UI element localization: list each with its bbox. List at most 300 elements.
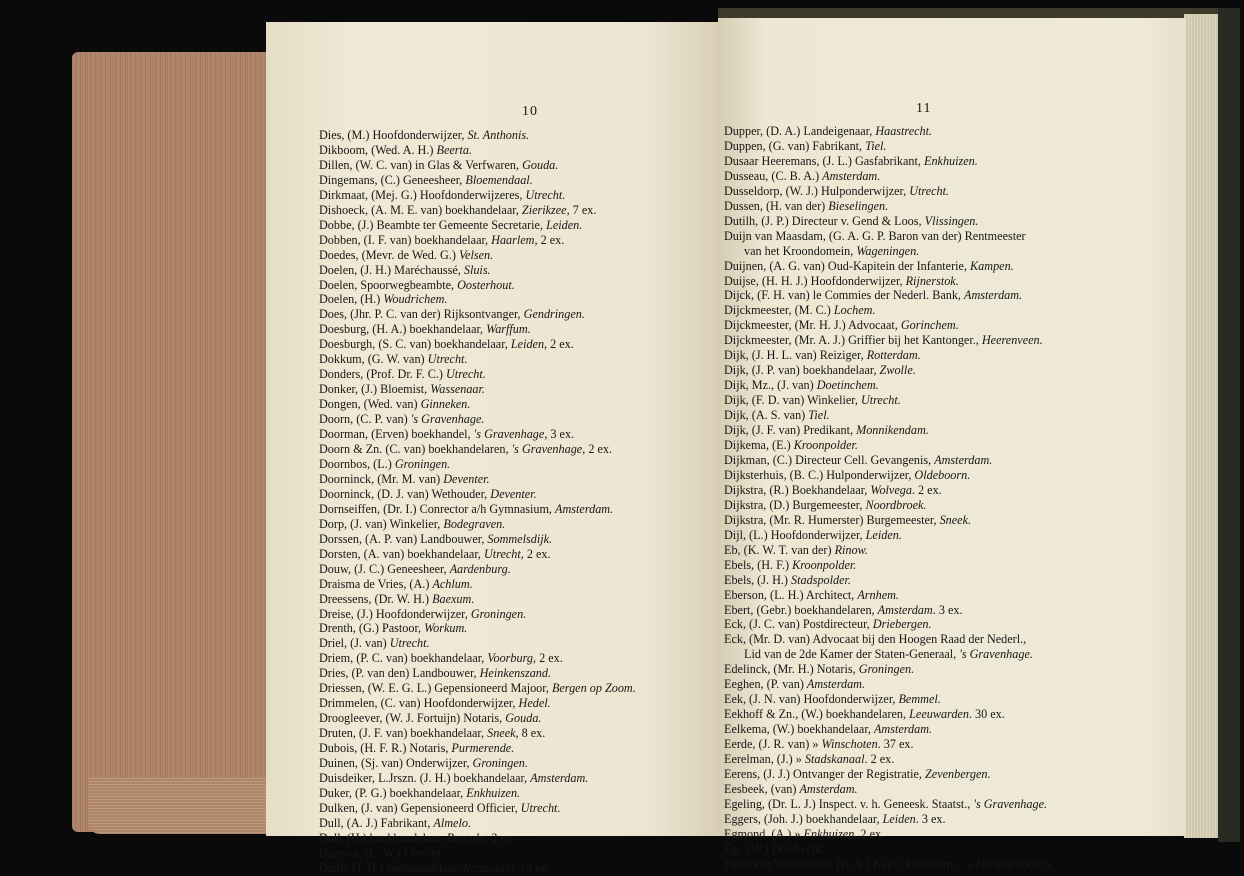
- entry-place: Wassenaar.: [430, 382, 485, 397]
- directory-entry: [319, 636, 636, 651]
- entry-place: Oldeboorn.: [914, 467, 971, 482]
- directory-entry: [319, 771, 636, 786]
- entry-name: Dishoeck, (A. M. E. van) boekhandelaar,: [319, 202, 522, 217]
- entry-name: Duker, (P. G.) boekhandelaar,: [319, 785, 467, 800]
- entry-name: Dijk, (J. H. L. van) Reiziger,: [724, 348, 867, 363]
- directory-entry: [724, 528, 1053, 543]
- entry-name: Dijkstra, (D.) Burgemeester,: [724, 497, 866, 512]
- entry-place: Amsterdam.: [873, 722, 933, 737]
- directory-entry: [319, 397, 636, 412]
- entry-place: Haarlem: [491, 232, 535, 247]
- entry-place: Amsterdam.: [934, 452, 993, 467]
- entry-name: Dijck, (F. H. van) le Commies der Nederl. Bank,: [724, 288, 965, 303]
- entry-place: Bemmel.: [898, 692, 941, 707]
- entry-place: Utrecht: [484, 546, 521, 561]
- directory-entry: [319, 696, 636, 711]
- directory-entry: [724, 752, 1053, 767]
- entry-name: Donker, (J.) Bloemist,: [319, 382, 431, 397]
- entry-name: Eelkema, (W.) boekhandelaar,: [724, 722, 874, 737]
- entry-copies: . 15 ex.: [513, 860, 550, 875]
- entry-continuation-text: van het Kroondomein,: [744, 243, 857, 258]
- directory-entry: [319, 517, 636, 532]
- entry-place: Kampen.: [970, 258, 1014, 273]
- entry-place: Utrecht.: [520, 800, 561, 815]
- directory-entry: [724, 169, 1053, 184]
- directory-entry: [724, 513, 1053, 528]
- directory-entry: [724, 573, 1053, 588]
- entry-name: Duijnen, (A. G. van) Oud-Kapitein der Infanterie,: [724, 258, 971, 273]
- directory-entry: [724, 318, 1053, 333]
- entry-name: Doelen, Spoorwegbeambte,: [319, 277, 458, 292]
- directory-entry: [724, 692, 1053, 707]
- entry-name: Dijk, (A. S. van): [724, 408, 809, 423]
- entry-name: Eggers, (Joh. J.) boekhandelaar,: [724, 811, 883, 826]
- entry-name: Eesbeek, (van): [724, 781, 800, 796]
- entry-name: Edelinck, (Mr. H.) Notaris,: [724, 662, 859, 677]
- entry-name: Eb, (K. W. T. van der): [724, 542, 835, 557]
- directory-entry: [319, 128, 636, 143]
- directory-entry: [319, 367, 636, 382]
- entry-name: Dunk, (J. H.) boekhandelaar,: [319, 860, 463, 875]
- right-entry-list: [724, 124, 1053, 872]
- entry-place: Baexum.: [432, 591, 475, 606]
- entry-name: Dijl, (L.) Hoofdonderwijzer,: [724, 527, 866, 542]
- entry-place: Haastrecht.: [875, 124, 933, 138]
- entry-place: Tiel.: [865, 138, 887, 153]
- entry-place: Enkhuizen.: [466, 785, 521, 800]
- entry-name: Dusseldorp, (W. J.) Hulponderwijzer,: [724, 183, 910, 198]
- open-book: [28, 8, 1228, 875]
- directory-entry: [724, 617, 1053, 632]
- directory-entry: [724, 438, 1053, 453]
- entry-name: Driem, (P. C. van) boekhandelaar,: [319, 651, 488, 666]
- entry-name: Doorn & Zn. (C. van) boekhandelaren,: [319, 442, 512, 457]
- entry-name: Dussen, (H. van der): [724, 198, 829, 213]
- entry-name: Douw, (J. C.) Geneesheer,: [319, 561, 450, 576]
- entry-name: Duinen, (Sj. van) Onderwijzer,: [319, 756, 473, 771]
- entry-place: 's Gravenhage: [511, 442, 583, 457]
- directory-entry: [319, 621, 636, 636]
- entry-place: Utrecht.: [403, 845, 444, 860]
- entry-place: Velsen.: [458, 247, 494, 262]
- entry-place: Borculo: [446, 830, 486, 845]
- entry-name: Eeghen, (P. van): [724, 677, 807, 692]
- directory-entry: [724, 378, 1053, 393]
- directory-entry: [724, 677, 1053, 692]
- entry-copies: . 3 ex.: [915, 811, 946, 826]
- entry-place: Deventer.: [443, 471, 490, 486]
- entry-place: Arnhem.: [857, 587, 899, 602]
- entry-copies: . 2 ex.: [911, 482, 942, 497]
- entry-name: Doorninck, (D. J. van) Wethouder,: [319, 486, 491, 501]
- entry-continuation: [724, 244, 1053, 259]
- entry-name: Dirkmaat, (Mej. G.) Hoofdonderwijzeres,: [319, 187, 526, 202]
- entry-name: Dijkstra, (Mr. R. Humerster) Burgemeester,: [724, 512, 940, 527]
- entry-name: Dijk, Mz., (J. van): [724, 378, 817, 393]
- entry-place: Sneek.: [939, 512, 972, 527]
- entry-place: Utrecht.: [389, 636, 430, 651]
- directory-entry: [724, 124, 1053, 139]
- directory-entry: [724, 348, 1053, 363]
- directory-entry: [724, 588, 1053, 603]
- entry-name: Drenth, (G.) Pastoor,: [319, 621, 425, 636]
- entry-name: Eck, (J. C. van) Postdirecteur,: [724, 617, 873, 632]
- entry-name: Duisdeiker, L.Jrszn. (J. H.) boekhandelaar,: [319, 770, 531, 785]
- entry-name: Dubois, (H. F. R.) Notaris,: [319, 741, 452, 756]
- directory-entry: [319, 143, 636, 158]
- entry-place: Rinow.: [834, 542, 868, 557]
- directory-entry: [724, 662, 1053, 677]
- directory-entry: [724, 782, 1053, 797]
- entry-name: Duppen, (G. van) Fabrikant,: [724, 138, 866, 153]
- entry-name: Dorp, (J. van) Winkelier,: [319, 516, 444, 531]
- directory-entry: [724, 229, 1053, 259]
- entry-name: Dijk, (J. F. van) Predikant,: [724, 423, 857, 438]
- directory-entry: [724, 333, 1053, 348]
- right-page-number: 11: [916, 101, 932, 116]
- entry-place: Bloemendaal.: [465, 172, 533, 187]
- directory-entry: [319, 322, 636, 337]
- directory-entry: [319, 607, 636, 622]
- left-entry-list: [319, 128, 636, 876]
- entry-place: Gouda.: [505, 711, 542, 726]
- directory-entry: [724, 303, 1053, 318]
- directory-entry: [319, 846, 636, 861]
- directory-entry: [319, 711, 636, 726]
- entry-copies: , 8 ex.: [515, 726, 546, 741]
- entry-place: Beerta.: [436, 142, 473, 157]
- entry-place: Zevenbergen.: [925, 766, 991, 781]
- entry-continuation-text: Lid van de 2de Kamer der Staten-Generaal,: [744, 647, 960, 662]
- entry-place: Kroonpolder.: [793, 438, 858, 453]
- entry-place: Leeuwarden: [909, 707, 969, 722]
- entry-name: Eerde, (J. R. van) »: [724, 737, 822, 752]
- entry-place: Leiden.: [865, 527, 902, 542]
- entry-name: Egeling, (Dr. L. J.) Inspect. v. h. Geneesk. Staatst.,: [724, 796, 974, 811]
- entry-copies: . 2 ex.: [864, 752, 895, 767]
- entry-name: Dillen, (W. C. van) in Glas & Verfwaren,: [319, 157, 523, 172]
- entry-name: Driel, (J. van): [319, 636, 390, 651]
- entry-place: Zwolle.: [879, 363, 916, 378]
- entry-place: Groningen.: [858, 662, 915, 677]
- entry-name: Dulken, (J. van) Gepensioneerd Officier,: [319, 800, 521, 815]
- entry-place: Wageningen.: [856, 243, 920, 258]
- entry-name: Eerens, (J. J.) Ontvanger der Registratie,: [724, 766, 926, 781]
- entry-place: Gendringen.: [523, 307, 585, 322]
- entry-place: Ginneken.: [420, 397, 471, 412]
- directory-entry: [724, 393, 1053, 408]
- entry-name: Dijckmeester, (Mr. A. J.) Griffier bij het Kantonger.,: [724, 333, 982, 348]
- directory-entry: [724, 483, 1053, 498]
- entry-name: Dorsten, (A. van) boekhandelaar,: [319, 546, 484, 561]
- entry-name: Dorssen, (A. P. van) Landbouwer,: [319, 531, 488, 546]
- entry-name: Dijckmeester, (M. C.): [724, 303, 834, 318]
- entry-place: Rotterdam: [462, 860, 514, 875]
- entry-name: Doorman, (Erven) boekhandel,: [319, 427, 474, 442]
- entry-name: Eek, (J. N. van) Hoofdonderwijzer,: [724, 692, 899, 707]
- entry-name: Dries, (P. van den) Landbouwer,: [319, 666, 480, 681]
- entry-name: Egter van Wissekerke, (B. A.) Kapit. kwartierm.,: [724, 856, 966, 871]
- entry-place: Winschoten: [821, 737, 878, 752]
- entry-place: Driebergen.: [872, 617, 932, 632]
- directory-entry: [319, 278, 636, 293]
- entry-place: Heinkenszand.: [479, 666, 552, 681]
- directory-entry: [319, 741, 636, 756]
- entry-continuation: [724, 647, 1053, 662]
- directory-entry: [724, 543, 1053, 558]
- directory-entry: [724, 827, 1053, 842]
- directory-entry: [319, 337, 636, 352]
- entry-place: 's Gravenhage.: [973, 796, 1048, 811]
- book-lower-edge: [88, 778, 268, 834]
- entry-copies: , 2 ex.: [582, 442, 613, 457]
- directory-entry: [319, 786, 636, 801]
- directory-entry: [319, 412, 636, 427]
- entry-name: Druten, (J. F. van) boekhandelaar,: [319, 726, 488, 741]
- directory-entry: [319, 562, 636, 577]
- entry-name: Dupper, (D. A.) Landeigenaar,: [724, 124, 876, 138]
- entry-name: Doesburg, (H. A.) boekhandelaar,: [319, 322, 487, 337]
- directory-entry: [724, 423, 1053, 438]
- entry-place: Amsterdam.: [530, 770, 589, 785]
- directory-entry: [319, 801, 636, 816]
- entry-name: Doesburgh, (S. C. van) boekhandelaar,: [319, 337, 511, 352]
- directory-entry: [319, 592, 636, 607]
- entry-name: Dull, (H.) boekhandelaar,: [319, 830, 447, 845]
- directory-entry: [724, 408, 1053, 423]
- entry-copies: , 3 ex.: [544, 427, 575, 442]
- entry-place: Groningen.: [394, 456, 451, 471]
- entry-name: Ebels, (H. F.): [724, 557, 793, 572]
- entry-place: Woudrichem.: [383, 292, 448, 307]
- directory-entry: [319, 532, 636, 547]
- entry-place: Aardenburg.: [449, 561, 511, 576]
- entry-place: Gorinchem.: [900, 318, 959, 333]
- entry-name: Dingemans, (C.) Geneesheer,: [319, 172, 466, 187]
- entry-place: Leiden: [882, 811, 916, 826]
- entry-name: Ebert, (Gebr.) boekhandelaren,: [724, 602, 878, 617]
- entry-place: Tiel.: [808, 408, 830, 423]
- entry-place: Zierikzee: [521, 202, 567, 217]
- entry-place: Groningen.: [472, 756, 528, 771]
- book-page-block: [72, 52, 272, 832]
- entry-name: Dijk, (F. D. van) Winkelier,: [724, 393, 861, 408]
- entry-place: Hedel.: [518, 696, 551, 711]
- entry-place: Noordbroek.: [865, 497, 927, 512]
- entry-place: St. Anthonis.: [467, 128, 530, 142]
- directory-entry: [724, 842, 1053, 857]
- entry-place: Purmerende.: [451, 741, 515, 756]
- entry-place: Sommelsdijk.: [487, 531, 553, 546]
- entry-place: Amsterdam.: [799, 781, 858, 796]
- directory-entry: [724, 558, 1053, 573]
- entry-place: 's Hertogenbosch.: [965, 856, 1054, 871]
- entry-place: Utrecht.: [446, 367, 486, 382]
- entry-name: Doelen, (H.): [319, 292, 384, 307]
- entry-name: Dobben, (I. F. van) boekhandelaar,: [319, 232, 492, 247]
- entry-place: Enkhuizen: [803, 826, 855, 841]
- entry-place: 's Gravenhage.: [410, 412, 485, 427]
- entry-place: Workum.: [424, 621, 468, 636]
- directory-entry: [319, 681, 636, 696]
- entry-name: Doornbos, (L.): [319, 456, 395, 471]
- entry-copies: , 2 ex.: [544, 337, 574, 352]
- directory-entry: [724, 274, 1053, 289]
- directory-entry: [724, 288, 1053, 303]
- directory-entry: [319, 756, 636, 771]
- entry-name: Doelen, (J. H.) Maréchaussé,: [319, 262, 464, 277]
- directory-entry: [319, 188, 636, 203]
- directory-entry: [319, 233, 636, 248]
- directory-entry: [724, 603, 1053, 618]
- directory-entry: [319, 218, 636, 233]
- entry-copies: , 2 ex.: [533, 651, 563, 666]
- entry-name: Dusseau, (C. B. A.): [724, 168, 823, 183]
- entry-name: Doorn, (C. P. van): [319, 412, 411, 427]
- entry-place: Amsterdam.: [964, 288, 1023, 303]
- entry-place: Sneek: [487, 726, 516, 741]
- entry-copies: . 37 ex.: [877, 737, 914, 752]
- directory-entry: [724, 498, 1053, 513]
- entry-place: Bodegraven.: [443, 516, 506, 531]
- entry-name: Duijse, (H. H. J.) Hoofdonderwijzer,: [724, 273, 906, 288]
- directory-entry: [724, 259, 1053, 274]
- entry-place: Doetinchem.: [816, 378, 879, 393]
- entry-name: Dutilh, (J. P.) Directeur v. Gend & Loos,: [724, 213, 925, 228]
- directory-entry: [724, 184, 1053, 199]
- entry-place: Amsterdam.: [822, 168, 881, 183]
- entry-name: Dreise, (J.) Hoofdonderwijzer,: [319, 606, 471, 621]
- directory-entry: [319, 831, 636, 846]
- directory-entry: [319, 861, 636, 876]
- entry-name: Dull, (A. J.) Fabrikant,: [319, 815, 434, 830]
- entry-place: Amsterdam.: [806, 677, 866, 692]
- entry-name: Droogleever, (W. J. Fortuijn) Notaris,: [319, 711, 506, 726]
- entry-place: Lochem.: [833, 303, 876, 318]
- entry-name: Draisma de Vries, (A.): [319, 576, 433, 591]
- directory-entry: [319, 472, 636, 487]
- entry-name: Eck, (Mr. D. van) Advocaat bij den Hoogen Raad der Nederl.,: [724, 632, 1027, 647]
- entry-place: Utrecht.: [909, 183, 950, 198]
- directory-entry: [319, 502, 636, 517]
- entry-name: Eekhoff & Zn., (W.) boekhandelaren,: [724, 707, 910, 722]
- entry-copies: , 2 ex.: [520, 546, 551, 561]
- entry-place: Voorburg: [487, 651, 534, 666]
- entry-name: Eerelman, (J.) »: [724, 752, 805, 767]
- entry-place: Warffum.: [486, 322, 531, 337]
- entry-place: Groningen.: [470, 606, 527, 621]
- left-page: [266, 22, 718, 875]
- entry-name: Dreessens, (Dr. W. H.): [319, 591, 433, 606]
- entry-name: Driessen, (W. E. G. L.) Gepensioneerd Majoor,: [319, 681, 552, 696]
- entry-place: Sluis.: [463, 262, 491, 277]
- entry-place: Monnikendam.: [856, 423, 929, 438]
- directory-entry: [724, 154, 1053, 169]
- entry-place: Deventer.: [490, 486, 537, 501]
- entry-name: Egmond, (A.) »: [724, 826, 804, 841]
- entry-copies: . 3 ex.: [932, 602, 963, 617]
- entry-place: 's Gravenhage.: [959, 647, 1033, 662]
- entry-place: Almelo.: [433, 815, 471, 830]
- directory-entry: [319, 203, 636, 218]
- directory-entry: [319, 173, 636, 188]
- entry-name: Dongen, (Wed. van): [319, 397, 421, 412]
- directory-entry: [724, 812, 1053, 827]
- entry-place: Achlum.: [432, 576, 473, 591]
- entry-name: Eberson, (L. H.) Architect,: [724, 587, 858, 602]
- directory-entry: [724, 453, 1053, 468]
- entry-name: Dumont, (C. W.): [319, 845, 404, 860]
- entry-name: Donders, (Prof. Dr. F. C.): [319, 367, 446, 382]
- directory-entry: [319, 427, 636, 442]
- directory-entry: [319, 442, 636, 457]
- entry-place: Rijnerstok.: [905, 273, 959, 288]
- entry-name: Dijckmeester, (Mr. H. J.) Advocaat,: [724, 318, 901, 333]
- entry-name: Ebels, (J. H.): [724, 572, 792, 587]
- entry-place: Oosterhout.: [457, 277, 515, 292]
- entry-copies: . 2 ex.: [485, 830, 516, 845]
- entry-name: Drimmelen, (C. van) Hoofdonderwijzer,: [319, 696, 519, 711]
- right-page: [718, 18, 1186, 871]
- directory-entry: [319, 352, 636, 367]
- directory-entry: [724, 857, 1053, 872]
- entry-name: Dijksterhuis, (B. C.) Hulponderwijzer,: [724, 467, 915, 482]
- directory-entry: [319, 651, 636, 666]
- directory-entry: [724, 214, 1053, 229]
- directory-entry: [724, 722, 1053, 737]
- entry-name: Dornseiffen, (Dr. I.) Conrector a/h Gymnasium,: [319, 501, 556, 516]
- entry-name: Duijn van Maasdam, (G. A. G. P. Baron van der) Rentmeester: [724, 228, 1026, 243]
- directory-entry: [319, 577, 636, 592]
- entry-place: Heerenveen.: [981, 333, 1043, 348]
- entry-place: 's Gravenhage: [473, 427, 545, 442]
- entry-place: Wolvega: [870, 482, 912, 497]
- entry-place: Stadspolder.: [791, 572, 851, 587]
- book-right-edge: [1184, 14, 1218, 838]
- entry-place: Vlissingen.: [924, 213, 979, 228]
- entry-name: Dijkema, (E.): [724, 438, 794, 453]
- directory-entry: [319, 487, 636, 502]
- entry-name: Dijkstra, (R.) Boekhandelaar,: [724, 482, 871, 497]
- entry-place: Leiden: [510, 337, 545, 352]
- entry-place: Bergen op Zoom.: [551, 681, 636, 696]
- entry-name: Doedes, (Mevr. de Wed. G.): [319, 247, 459, 262]
- entry-name: Dokkum, (G. W. van): [319, 352, 428, 367]
- directory-entry: [319, 726, 636, 741]
- entry-place: Enkhuizen.: [924, 153, 978, 168]
- directory-entry: [319, 292, 636, 307]
- directory-entry: [319, 382, 636, 397]
- entry-copies: , 7 ex.: [566, 202, 597, 217]
- entry-copies: . 2 ex.: [854, 826, 885, 841]
- entry-copies: , 2 ex.: [534, 232, 565, 247]
- entry-place: Amsterdam: [877, 602, 933, 617]
- directory-entry: [319, 457, 636, 472]
- directory-entry: [724, 468, 1053, 483]
- entry-place: Dordrecht.: [771, 841, 825, 856]
- entry-copies: . 30 ex.: [968, 707, 1005, 722]
- entry-name: Dusaar Heeremans, (J. L.) Gasfabrikant,: [724, 153, 924, 168]
- entry-name: Does, (Jhr. P. C. van der) Rijksontvanger,: [319, 307, 524, 322]
- entry-place: Bieselingen.: [828, 198, 889, 213]
- directory-entry: [319, 816, 636, 831]
- entry-place: Kroonpolder.: [792, 557, 857, 572]
- directory-entry: [319, 263, 636, 278]
- left-page-number: 10: [522, 104, 538, 119]
- entry-place: Utrecht.: [525, 187, 566, 202]
- entry-place: Stadskanaal: [804, 752, 865, 767]
- directory-entry: [319, 307, 636, 322]
